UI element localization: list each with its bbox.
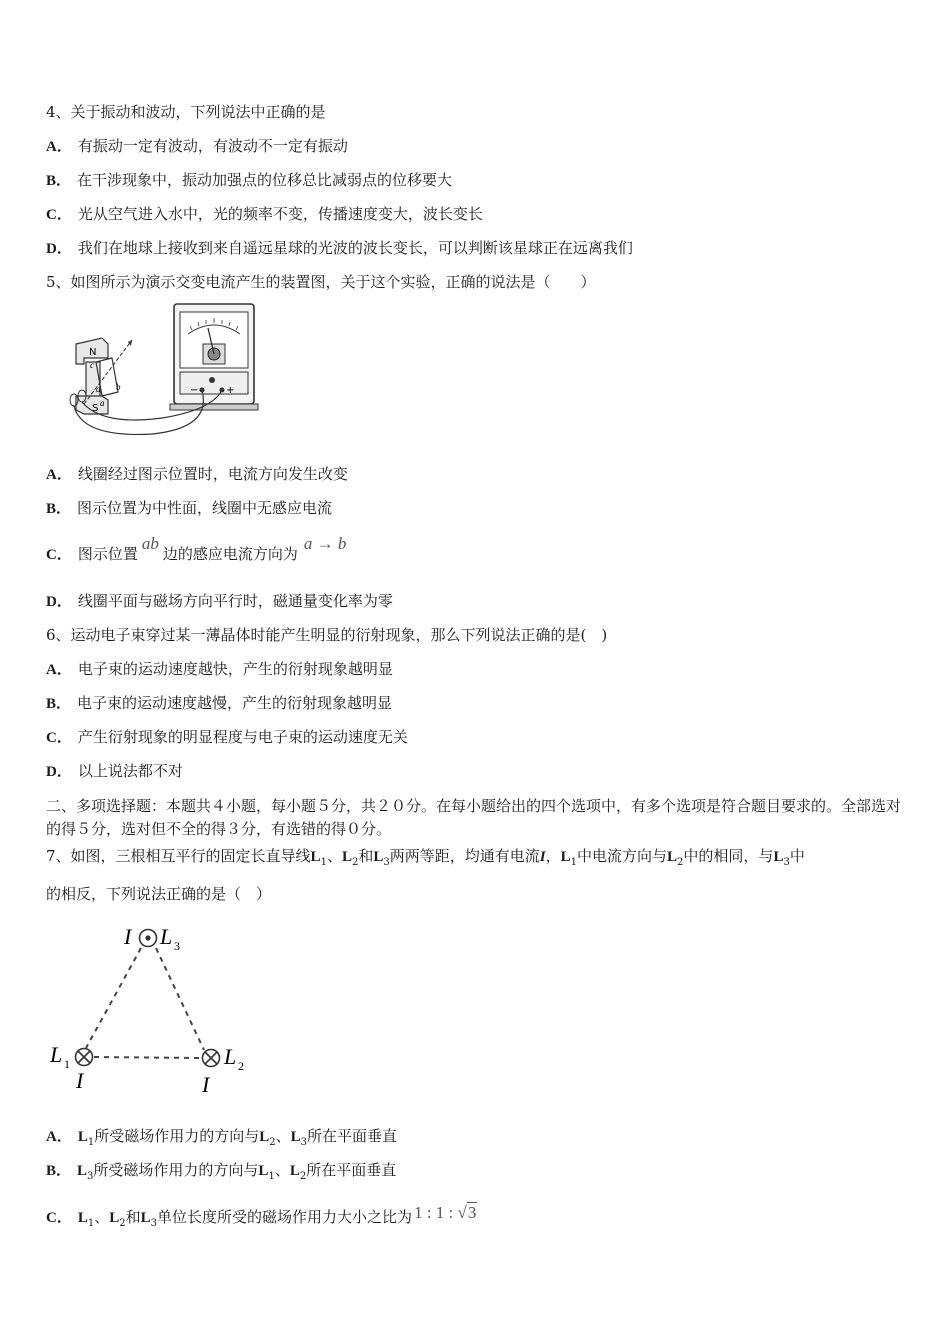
q4-option-b[interactable]: B． 在干涉现象中，振动加强点的位移总比减弱点的位移要大 — [46, 171, 453, 189]
q7-stem-line2: 的相反，下列说法正确的是（ ） — [46, 885, 272, 903]
svg-text:b: b — [116, 382, 121, 392]
svg-text:I: I — [76, 1068, 84, 1093]
q5-option-a[interactable]: A． 线圈经过图示位置时，电流方向发生改变 — [46, 465, 348, 483]
svg-text:d: d — [96, 384, 101, 394]
q5-option-b[interactable]: B． 图示位置为中性面，线圈中无感应电流 — [46, 499, 333, 517]
svg-text:c: c — [90, 360, 94, 370]
svg-text:I: I — [124, 924, 132, 949]
svg-text:L: L — [50, 1042, 63, 1067]
q7-option-c[interactable]: C． $L_1$、$L_2$和$L_3$单位长度所受的磁场作用力大小之比为 1 : 1 : √3 — [46, 1203, 477, 1229]
q5-option-c[interactable]: C． 图示位置ab边的感应电流方向为a → b — [46, 534, 347, 563]
svg-text:L: L — [224, 1044, 237, 1069]
svg-text:I: I — [202, 1072, 210, 1097]
q4-option-a[interactable]: A． 有振动一定有波动，有波动不一定有振动 — [46, 137, 348, 155]
svg-text:3: 3 — [174, 939, 180, 953]
wire-triangle-figure — [44, 918, 264, 1098]
svg-text:+: + — [226, 385, 235, 396]
q6-option-d[interactable]: D． 以上说法都不对 — [46, 762, 183, 780]
svg-text:2: 2 — [238, 1059, 244, 1073]
q6-stem: 6、运动电子束穿过某一薄晶体时能产生明显的衍射现象，那么下列说法正确的是( ) — [46, 626, 608, 644]
q5-stem: 5、如图所示为演示交变电流产生的装置图，关于这个实验，正确的说法是（ ） — [46, 273, 596, 291]
svg-text:S: S — [92, 403, 99, 414]
q6-option-a[interactable]: A． 电子束的运动速度越快，产生的衍射现象越明显 — [46, 660, 393, 678]
section-2-heading: 二、多项选择题：本题共４小题，每小题５分，共２０分。在每小题给出的四个选项中，有多个选项是符合题目要求的。全部选对的得５分，选对但不全的得３分，有选错的得０分。 — [46, 797, 902, 838]
q6-option-b[interactable]: B． 电子束的运动速度越慢，产生的衍射现象越明显 — [46, 694, 393, 712]
q7-option-a[interactable]: A． $L_1$所受磁场作用力的方向与$L_2$、$L_3$所在平面垂直 — [46, 1127, 398, 1148]
q6-option-c[interactable]: C． 产生衍射现象的明显程度与电子束的运动速度无关 — [46, 728, 408, 746]
svg-text:1: 1 — [64, 1057, 70, 1071]
svg-text:−: − — [190, 385, 199, 396]
q7-option-b[interactable]: B． $L_3$所受磁场作用力的方向与$L_1$、$L_2$所在平面垂直 — [46, 1161, 397, 1182]
svg-text:L: L — [160, 924, 173, 949]
q7-stem: 7、如图，三根相互平行的固定长直导线$L_1$、$L_2$和$L_3$两两等距，均通有电流I，$L_1$中电流方向与$L_2$中的相同，与$L_3$中 — [46, 847, 805, 868]
svg-text:a: a — [100, 398, 105, 408]
q4-option-d[interactable]: D． 我们在地球上接收到来自遥远星球的光波的波长变长，可以判断该星球正在远离我们 — [46, 239, 633, 257]
q4-option-c[interactable]: C． 光从空气进入水中，光的频率不变，传播速度变大，波长变长 — [46, 205, 483, 223]
svg-text:N: N — [89, 347, 97, 358]
q5-option-d[interactable]: D． 线圈平面与磁场方向平行时，磁通量变化率为零 — [46, 592, 393, 610]
q4-stem: 4、关于振动和波动，下列说法中正确的是 — [46, 103, 326, 121]
ac-generator-figure — [62, 300, 272, 445]
